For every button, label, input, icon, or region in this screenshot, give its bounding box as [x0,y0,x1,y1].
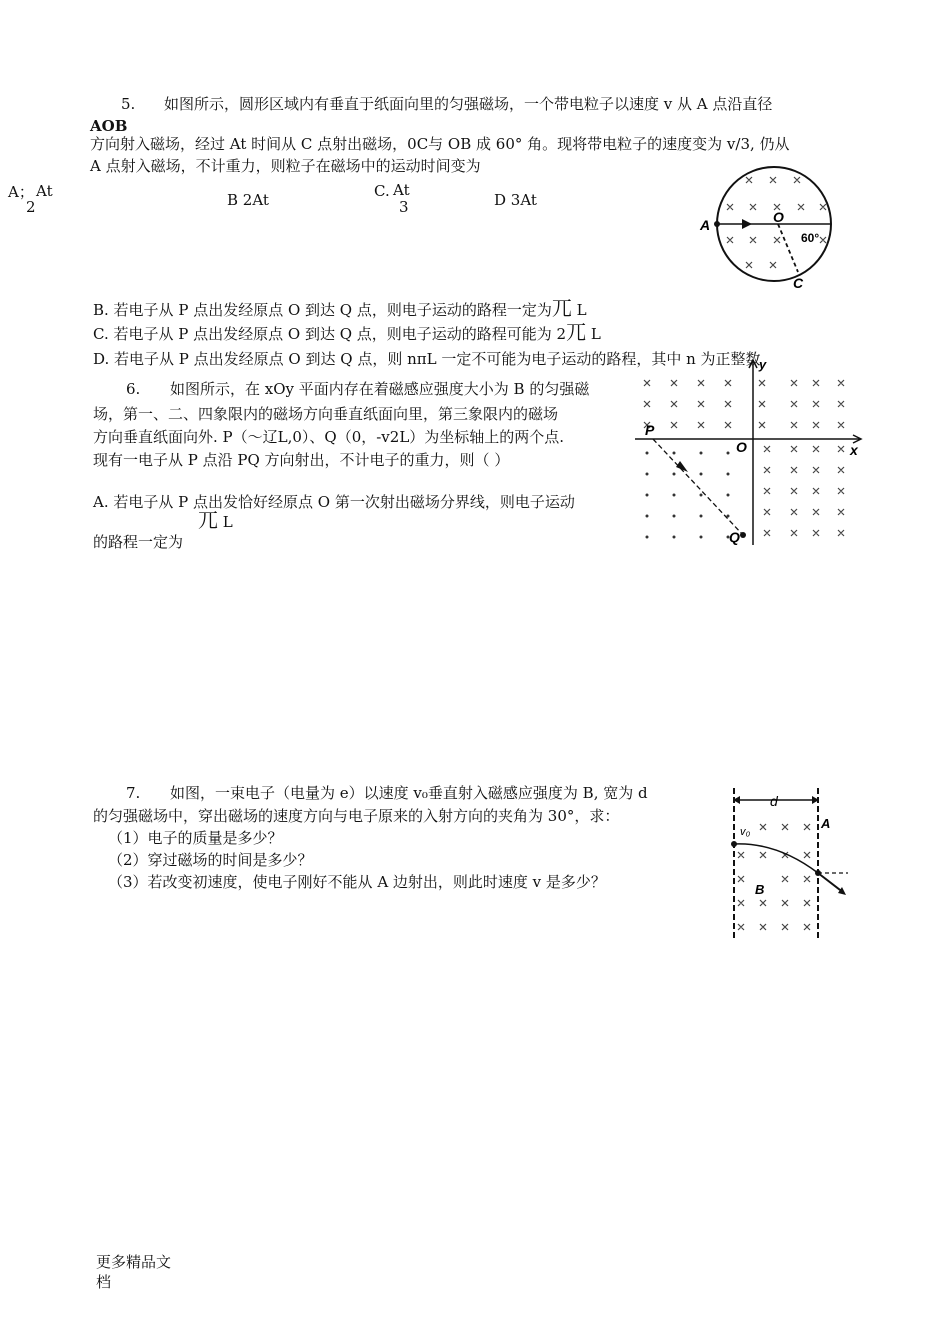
q6-option-c-text: C. 若电子从 P 点出发经原点 O 到达 Q 点，则电子运动的路程可能为 2 [93,325,567,343]
q7-sub2: （2）穿过磁场的时间是多少？ [108,851,313,869]
label-angle: 60° [801,231,820,245]
q6-option-b-l: L [576,301,587,319]
q7-field-strip-figure [722,780,862,942]
q6-option-d-cut: D. 若电子从 P 点出发经原点 O 到达 Q 点，则 nπL 一定不可能为电子运动的路程，其中 n 为正整数 [93,350,761,368]
q6-option-b-pi: 兀 [551,296,572,320]
point-a-dot [714,221,720,227]
q7-line1: 如图，一束电子（电量为 e）以速度 v₀垂直射入磁感应强度为 B, 宽为 d [170,784,648,802]
label-o: O [773,209,784,225]
q7-number: 7. [126,784,141,802]
q5-option-b: B 2At [227,191,269,209]
q6-option-a-pi-line [198,508,233,532]
field-cross-marks [738,824,810,930]
point-q-dot [740,532,746,538]
velocity-arrow-head [742,219,752,229]
q7-sub3: （3）若改变初速度，使电子刚好不能从 A 边射出，则此时速度 v 是多少？ [108,873,606,891]
label-x: x [850,442,858,458]
q5-line1: 如图所示，圆形区域内有垂直于纸面向里的匀强磁场，一个带电粒子以速度 v 从 A 点沿直径 [164,95,773,113]
q5-line2: AOB [90,117,128,135]
q6-line4: 现有一电子从 P 点沿 PQ 方向射出，不计电子的重力，则（ ） [93,451,510,469]
footer-line1: 更多精品文 [96,1253,172,1271]
q6-option-a-l: L [222,513,233,531]
entry-point [731,841,737,847]
label-a: A [700,217,711,233]
label-q: Q [729,529,740,545]
label-v0: v₀ [740,826,751,838]
q5-option-c-label: C. [374,182,390,200]
q6-option-b-text: B. 若电子从 P 点出发经原点 O 到达 Q 点，则电子运动的路程一定为 [93,301,552,319]
q5-option-a-denominator: 2 [26,198,36,216]
q5-line4: A 点射入磁场，不计重力，则粒子在磁场中的运动时间变为 [90,157,481,175]
q6-option-c [93,320,601,344]
electron-trajectory [734,844,818,873]
q5-circle-field-figure [690,160,870,295]
q6-option-b [93,296,587,320]
q6-option-a: A. 若电子从 P 点出发恰好经原点 O 第一次射出磁场分界线，则电子运动 [93,493,575,511]
field-cross-marks [644,380,844,536]
q5-option-c-numerator: At [393,181,410,199]
q5-option-a-numerator: At [36,182,53,200]
q5-option-a-label: A； [8,183,34,201]
q5-option-d: D 3At [494,191,537,209]
q6-line3: 方向垂直纸面向外. P（〜辽L,0）、Q（0，-v2L）为坐标轴上的两个点. [93,428,565,446]
label-o: O [736,439,747,455]
label-p: P [645,422,655,438]
q6-line1: 如图所示，在 xOy 平面内存在着磁感应强度大小为 B 的匀强磁 [170,380,590,398]
path-pq-dashed [653,439,743,535]
q6-option-c-l: L [590,325,601,343]
q5-option-c-denominator: 3 [399,198,409,216]
q6-coordinate-field-figure [635,355,870,545]
q7-line2: 的匀强磁场中，穿出磁场的速度方向与电子原来的入射方向的夹角为 30°，求： [93,807,620,825]
q6-line2: 场，第一、二、四象限内的磁场方向垂直纸面向里，第三象限内的磁场 [93,405,559,423]
label-y: y [759,357,767,372]
q6-option-a-line2: 的路程一定为 [93,533,184,551]
label-d: d [770,793,778,809]
q7-sub1: （1）电子的质量是多少？ [108,829,283,847]
q5-line3: 方向射入磁场，经过 At 时间从 C 点射出磁场，0C与 OB 成 60° 角。现将带电粒子的速度变为 v/3, 仍从 [90,135,790,153]
label-b: B [755,882,765,897]
label-a: A [821,816,831,831]
field-dot-marks [646,452,730,539]
q5-number: 5. [121,95,136,113]
q6-option-a-pi: 兀 [198,508,218,532]
radius-oc-dashed [778,224,798,272]
label-c: C [793,275,804,291]
q6-option-c-pi: 兀 [566,320,587,344]
footer-line2: 档 [96,1273,112,1291]
q6-number: 6. [126,380,141,398]
